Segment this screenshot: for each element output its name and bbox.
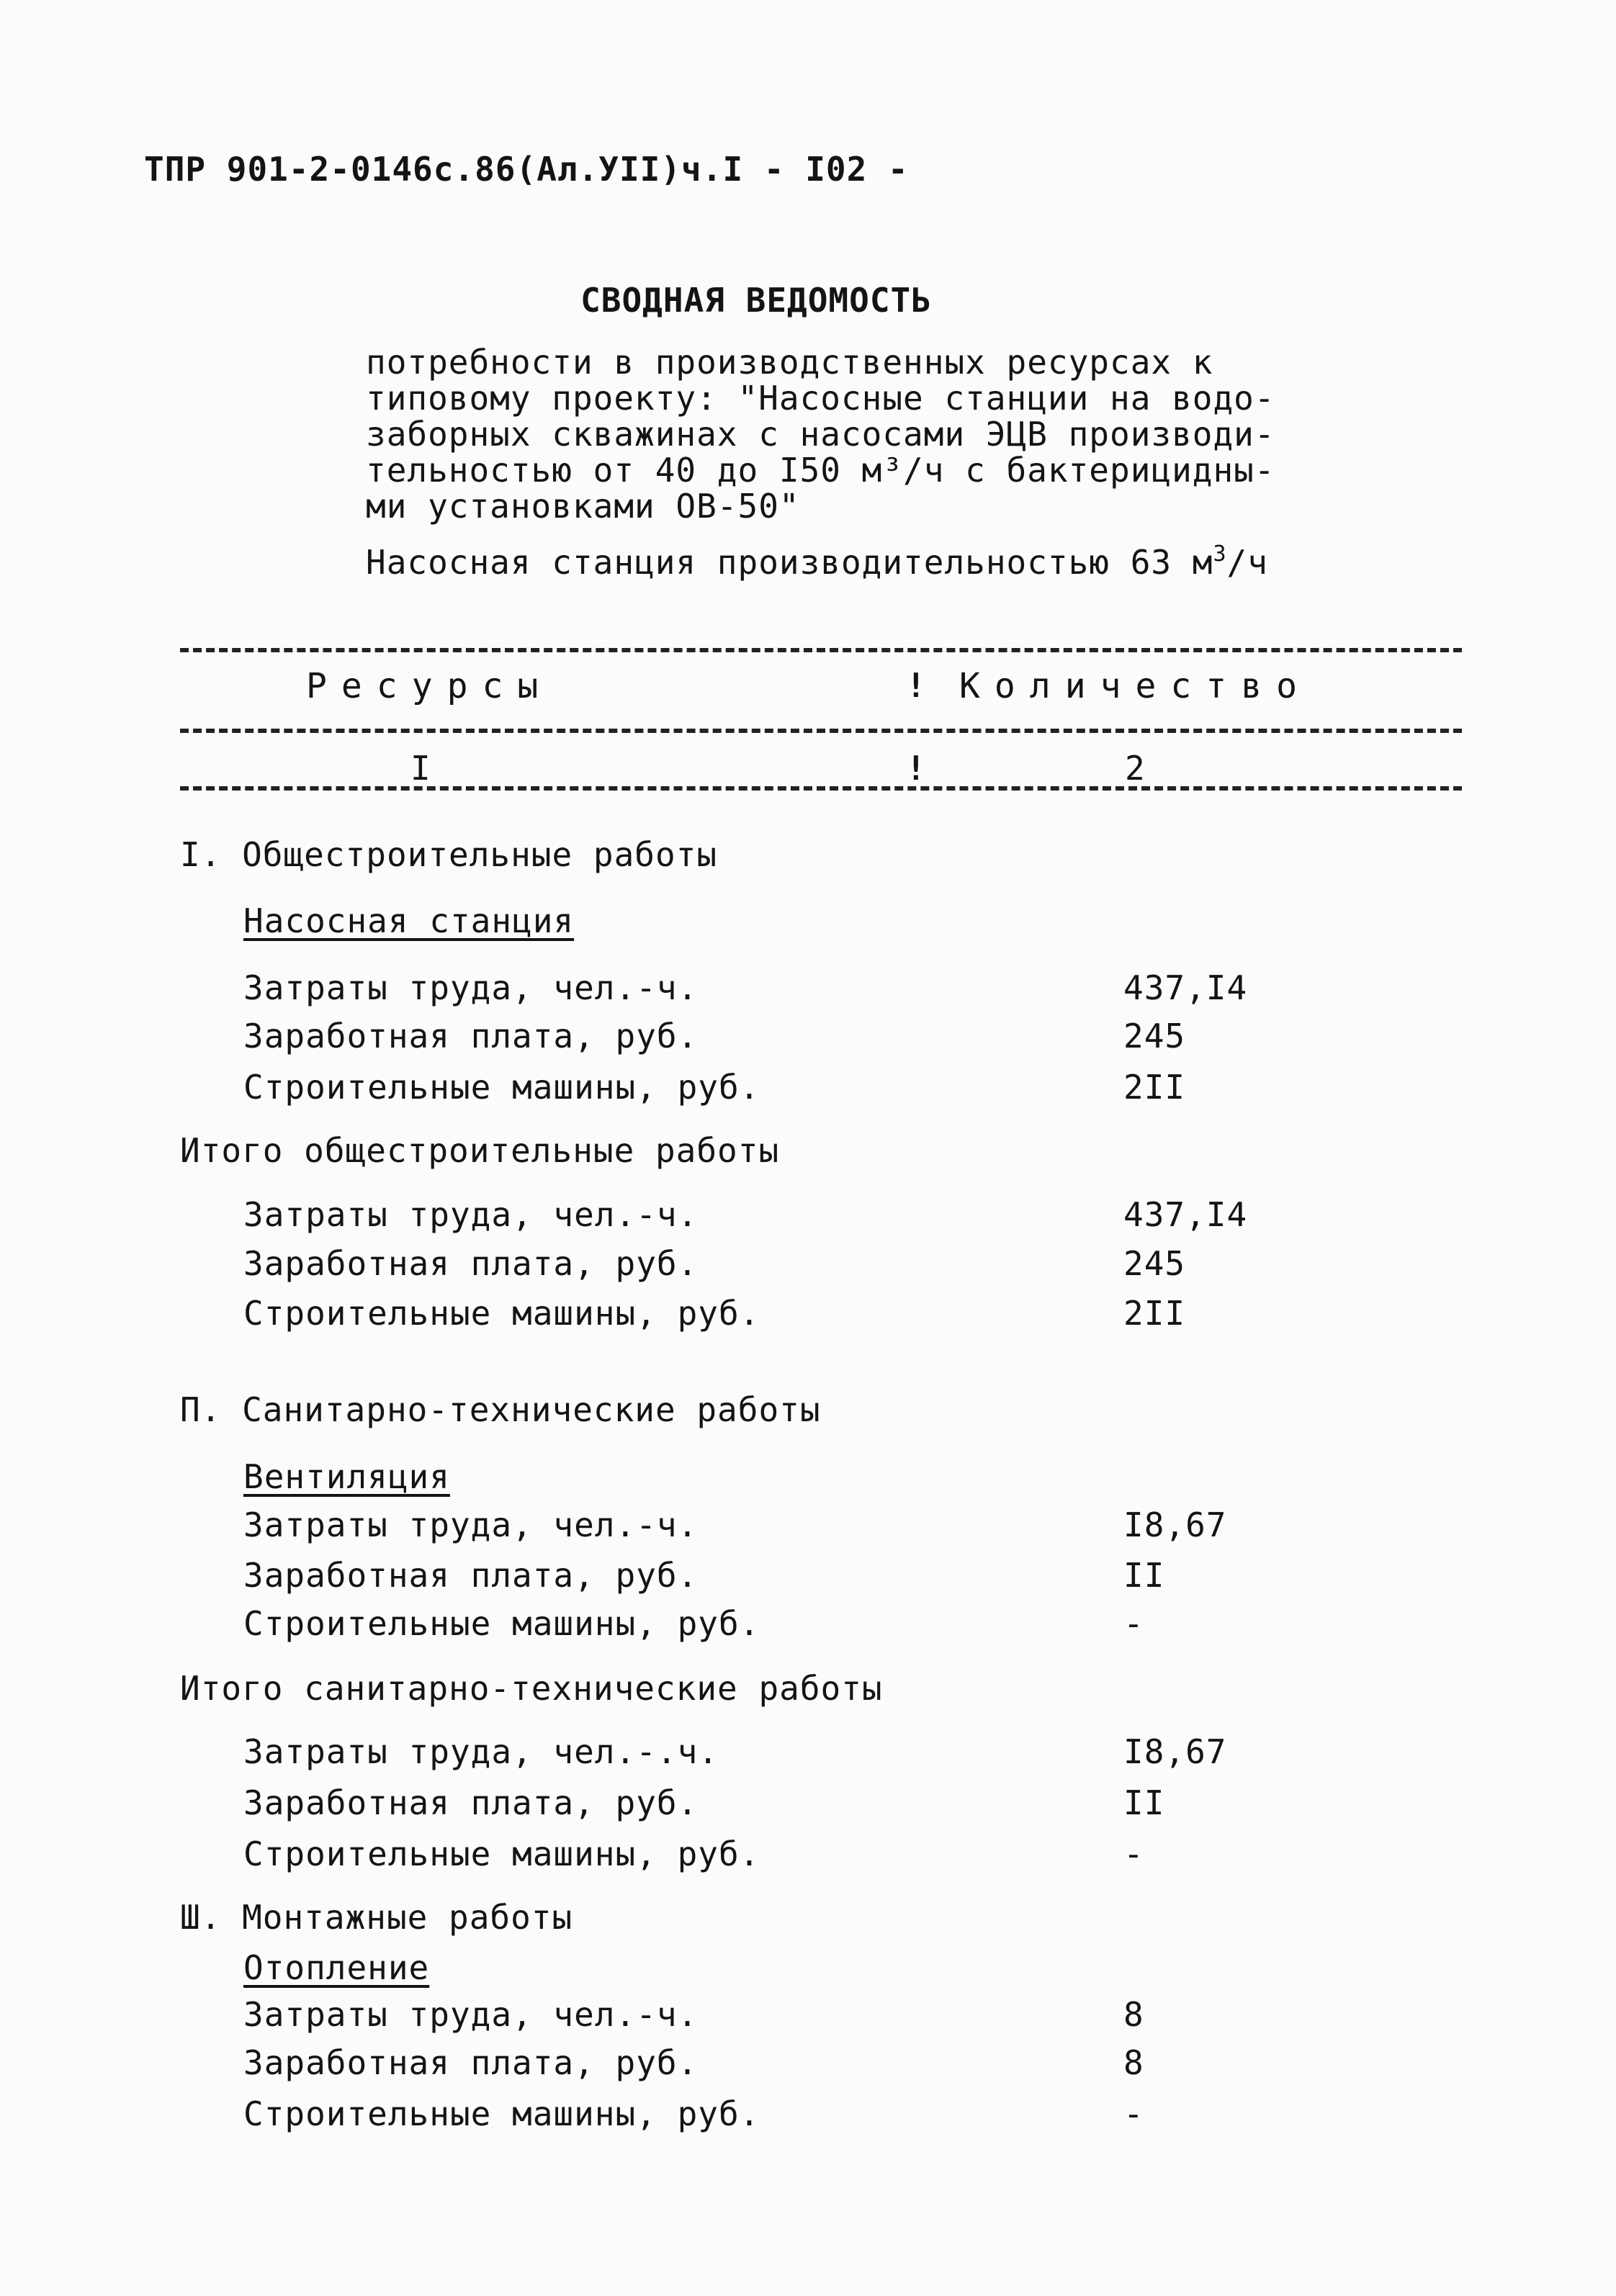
table-row: [0, 1604, 1616, 1647]
resource-quantity: 437,I4: [1123, 1195, 1248, 1234]
resource-label: Строительные машины, руб.: [243, 1834, 760, 1873]
document-title: СВОДНАЯ ВЕДОМОСТЬ: [580, 281, 932, 320]
resource-label: Заработная плата, руб.: [243, 1556, 699, 1595]
column-number-1: I: [410, 749, 431, 788]
resource-quantity: -: [1123, 1834, 1144, 1873]
resource-quantity: 2II: [1123, 1294, 1186, 1333]
table-row: [0, 968, 1616, 1012]
table-row: [0, 1783, 1616, 1827]
table-row: [0, 1948, 1616, 1991]
table-row: [0, 1294, 1616, 1337]
table-row: [0, 1195, 1616, 1238]
station-text: Насосная станция производительностью 63 м: [366, 543, 1213, 582]
resource-label: Строительные машины, руб.: [243, 1294, 760, 1333]
table-row: [0, 901, 1616, 945]
table-row: [0, 2094, 1616, 2138]
table-row: [0, 835, 1616, 878]
table-row: [0, 1505, 1616, 1549]
station-unit: /ч: [1226, 543, 1268, 582]
subsection-title: Отопление: [243, 1948, 430, 1987]
document-subtitle: [366, 344, 1316, 524]
table-row: [0, 1017, 1616, 1060]
table-row: [0, 1995, 1616, 2038]
table-row: [0, 1131, 1616, 1174]
column-separator: !: [906, 749, 926, 788]
table-row: [0, 2043, 1616, 2086]
dashed-rule-top: [180, 648, 1462, 652]
resource-quantity: 245: [1123, 1244, 1186, 1283]
table-row: [0, 1556, 1616, 1599]
column-header-resources: Ресурсы: [306, 666, 553, 706]
resource-label: Затраты труда, чел.-ч.: [243, 1195, 699, 1234]
subsection-title: Вентиляция: [243, 1457, 450, 1496]
table-row: [0, 1390, 1616, 1433]
resource-quantity: II: [1123, 1783, 1165, 1822]
resource-label: Строительные машины, руб.: [243, 2094, 760, 2133]
resource-quantity: -: [1123, 2094, 1144, 2133]
section-title: I. Общестроительные работы: [180, 835, 718, 874]
resource-quantity: II: [1123, 1556, 1165, 1595]
column-separator: !: [906, 666, 926, 705]
column-number-2: 2: [1125, 749, 1145, 788]
resource-label: Строительные машины, руб.: [243, 1604, 760, 1643]
dashed-rule-middle: [180, 729, 1462, 733]
resource-quantity: 245: [1123, 1017, 1186, 1055]
subtitle-line: заборных скважинах с насосами ЭЦВ производи-: [366, 415, 1275, 454]
subtitle-line: типовому проекту: "Насосные станции на водо-: [366, 379, 1275, 418]
resource-quantity: 2II: [1123, 1068, 1186, 1107]
table-row: [0, 1244, 1616, 1287]
resource-quantity: 437,I4: [1123, 968, 1248, 1007]
subsection-title: Насосная станция: [243, 901, 575, 940]
column-header-quantity: Количество: [959, 666, 1311, 706]
resource-quantity: I8,67: [1123, 1732, 1227, 1771]
resource-quantity: 8: [1123, 2043, 1144, 2082]
resource-label: Затраты труда, чел.-ч.: [243, 1505, 699, 1544]
resource-label: Затраты труда, чел.-ч.: [243, 1995, 699, 2034]
table-row: [0, 1068, 1616, 1111]
dashed-rule-bottom: [180, 786, 1462, 791]
resource-quantity: 8: [1123, 1995, 1144, 2034]
resource-label: Затраты труда, чел.-ч.: [243, 968, 699, 1007]
resource-quantity: -: [1123, 1604, 1144, 1643]
section-title: Итого общестроительные работы: [180, 1131, 780, 1170]
resource-label: Заработная плата, руб.: [243, 1783, 699, 1822]
document-code-header: ТПР 901-2-0146с.86(Ал.УII)ч.I - I02 -: [144, 150, 909, 189]
subtitle-line: тельностью от 40 до I50 м³/ч с бактерицидны-: [366, 451, 1275, 490]
station-capacity-line: [366, 541, 1268, 582]
resource-label: Заработная плата, руб.: [243, 2043, 699, 2082]
resource-label: Заработная плата, руб.: [243, 1244, 699, 1283]
resource-quantity: I8,67: [1123, 1505, 1227, 1544]
table-row: [0, 1732, 1616, 1775]
section-title: Итого санитарно-технические работы: [180, 1669, 883, 1708]
table-row: [0, 1669, 1616, 1712]
table-row: [0, 1457, 1616, 1500]
resource-label: Затраты труда, чел.-.ч.: [243, 1732, 719, 1771]
station-unit-exponent: 3: [1213, 541, 1227, 567]
table-row: [0, 1834, 1616, 1878]
subtitle-line: ми установками ОВ-50": [366, 487, 800, 526]
subtitle-line: потребности в производственных ресурсах к: [366, 343, 1213, 382]
resource-label: Заработная плата, руб.: [243, 1017, 699, 1055]
resource-label: Строительные машины, руб.: [243, 1068, 760, 1107]
section-title: П. Санитарно-технические работы: [180, 1390, 821, 1429]
table-row: [0, 1898, 1616, 1941]
section-title: Ш. Монтажные работы: [180, 1898, 573, 1937]
